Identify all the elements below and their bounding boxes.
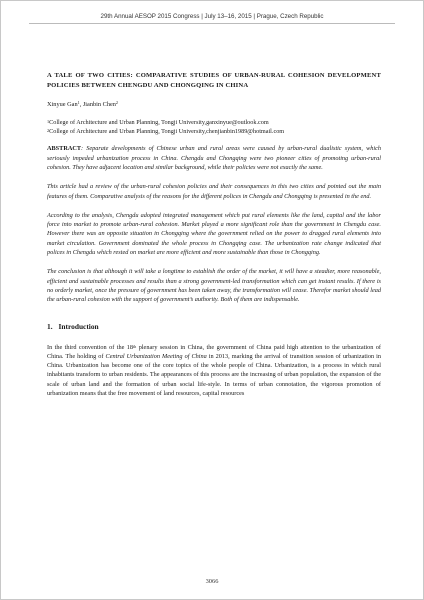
abstract-label: ABSTRACT bbox=[47, 145, 82, 153]
intro-text-3: in 2013, marking the arrival of transition session of urbanization in China. Urbanization has become one of the core topics of the whole people of China. Urbanization, is a process in which rural inhabitants transform to urban residents. The appearances of this process are the increasing of urban population, the expansion of the scale of urban land and the formation of urban social life-style. In terms of urban connotation, the vigorous promotion of urbanization means that the free movement of land resources, capital resources bbox=[47, 352, 382, 398]
paper-title: A TALE OF TWO CITIES: COMPARATIVE STUDIES OF URBAN-RURAL COHESION DEVELOPMENT POLICIES BETWEEN CHENGDU AND CHONGQING IN CHINA bbox=[47, 72, 381, 89]
abstract-paragraph-3: According to the analysis, Chengdu adopted integrated management which put rural elements like the land, capital and the labor force into market to promote urban-rural cohesion. Market played a more significant role than the government in Chengdu case. However there was an opposite situation in Chongqing where the government relied on the power to dragged rural elements into market circulation. Government dominated the whole process in Chongqing case. The urbanization rate change indicated that polices in Chengdu which rested on market are more efficient and more sustainable than those in Chongqing. bbox=[47, 211, 381, 257]
author-separator: , bbox=[79, 100, 83, 108]
intro-paragraph bbox=[47, 343, 381, 399]
affiliation-1 bbox=[47, 118, 381, 127]
intro-text-1: In the third convention of the 18 bbox=[47, 343, 134, 351]
abstract-text-1: : Separate developments of Chinese urban and rural areas were caused by urban-rural dualistic system, which seriously impeded urbanization process in China. Chengdu and Chongqing were two pioneer cities of promoting urban-rural cohesion. They have adjacent location and similar background, while their policies were not exactly the same. bbox=[47, 145, 381, 171]
abstract-paragraph-4: The conclusion is that although it will take a longtime to establish the order of the market, it will have a steadier, more reasonable, efficient and sustainable processes and results than a strong government-led transformation which can get instant results. If there is no orderly market, once the pressure of government has been taken away, the transformation will cease. Therefor market should lead the urban-rural cohesion with the support of government’s authority. Both of them are indispensable. bbox=[47, 268, 381, 304]
author-1: Xinyue Gan bbox=[47, 100, 78, 108]
intro-meeting-name: Central Urbanization Meeting of China bbox=[105, 352, 207, 360]
affiliation-2-sup: 2 bbox=[47, 128, 50, 133]
header-rule bbox=[29, 23, 395, 24]
section-title: Introduction bbox=[58, 321, 99, 331]
author-line bbox=[47, 101, 381, 108]
intro-text-2: plenary session in China, the government of China paid high attention to the urbanization of China. The holding of bbox=[47, 343, 381, 360]
paper-content bbox=[47, 71, 381, 398]
affiliation-2-text: College of Architecture and Urban Planning, Tongji University,chenjianbin1989@hotmail.com bbox=[49, 128, 285, 135]
author-2-sup: 2 bbox=[115, 99, 119, 105]
section-number: 1. bbox=[47, 321, 53, 331]
abstract-paragraph-1 bbox=[47, 144, 381, 172]
conference-header: 29th Annual AESOP 2015 Congress | July 13–16, 2015 | Prague, Czech Republic bbox=[100, 13, 324, 20]
author-1-sup: 1 bbox=[77, 99, 80, 105]
abstract-paragraph-2: This article had a review of the urban-rural cohesion policies and their consequences in this two cities and pointed out the main features of them. Comparative analysis of the reasons for the different polices in Chengdu and Chongqing is presented in the end. bbox=[47, 183, 381, 200]
affiliation-2 bbox=[47, 127, 381, 136]
page-number: 3066 bbox=[205, 578, 219, 585]
author-2: Jianbin Chen bbox=[82, 100, 116, 108]
affiliation-1-sup: 1 bbox=[47, 118, 50, 124]
intro-ordinal-sup: th bbox=[133, 343, 137, 349]
section-heading bbox=[47, 322, 381, 331]
affiliation-1-text: College of Architecture and Urban Planning, Tongji University,ganxinyue@outlook.com bbox=[49, 118, 269, 126]
